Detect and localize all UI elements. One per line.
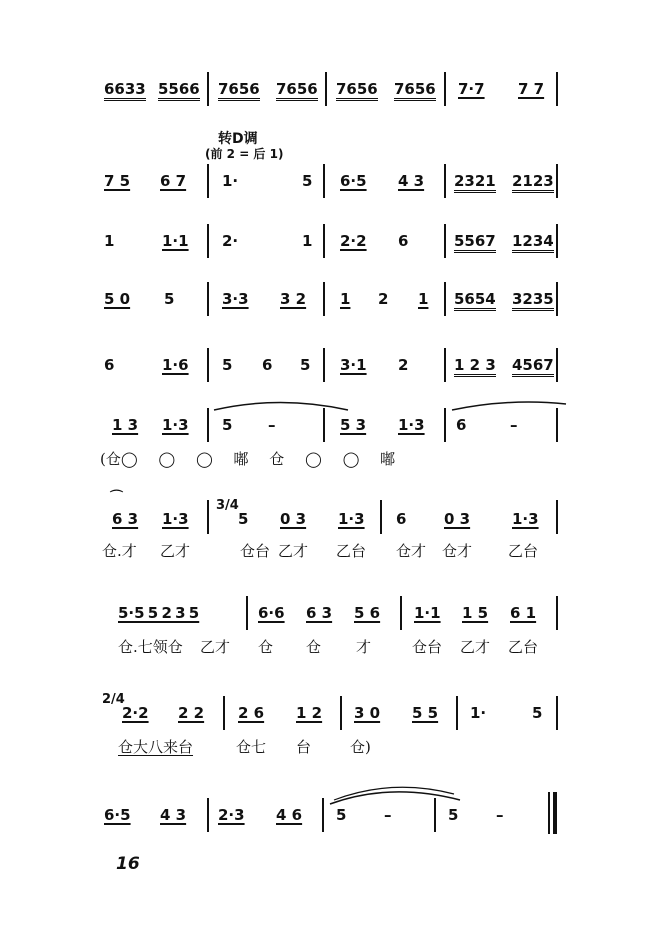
note-group: 4 6 — [276, 806, 303, 824]
note-group: 6 — [104, 356, 115, 374]
lyric: 仓七 — [236, 738, 267, 756]
note-group: 7656 — [276, 82, 318, 101]
note-group: 1 — [418, 290, 429, 308]
note-group: 2123 — [512, 174, 554, 193]
note-group: 5566 — [158, 82, 200, 101]
note-group: 5 0 — [104, 290, 131, 308]
time-signature: 2/4 — [102, 692, 125, 707]
note-group: – — [268, 416, 276, 434]
note-group: 1 — [340, 290, 351, 308]
note-group: 0 3 — [444, 510, 471, 528]
lyric: 乙才 — [160, 542, 191, 560]
note-group: 5 — [300, 356, 311, 374]
note-group: 6 — [262, 356, 273, 374]
note-group: 2321 — [454, 174, 496, 193]
note-group: 1· — [222, 172, 239, 190]
note-group: 5 — [222, 416, 233, 434]
lyric: 仓台 — [240, 542, 271, 560]
note-group: 3 2 — [280, 290, 307, 308]
note-group: – — [496, 806, 504, 824]
note-group: 5 — [238, 510, 249, 528]
note-group: 2·3 — [218, 806, 245, 824]
note-group: 6 — [396, 510, 407, 528]
note-group: 5 5 — [412, 704, 439, 722]
lyric: 乙才 — [278, 542, 309, 560]
lyric: 仓 — [258, 638, 274, 656]
note-group: 4 3 — [160, 806, 187, 824]
slur-arc — [214, 403, 348, 411]
note-group: 1 — [104, 232, 115, 250]
note-group: 2· — [222, 232, 239, 250]
lyric: 乙台 — [508, 638, 539, 656]
slur-arc — [330, 792, 460, 804]
note-group: – — [384, 806, 392, 824]
note-group: 6·6 — [258, 604, 285, 622]
lyric: 仓 — [306, 638, 322, 656]
note-group: 7 5 — [104, 172, 131, 190]
note-group: 5567 — [454, 234, 496, 253]
note-group: 2 — [378, 290, 389, 308]
lyric: 仓才 — [442, 542, 473, 560]
lyric: 仓大八来台 — [118, 738, 194, 756]
note-group: 1 2 3 — [454, 358, 496, 377]
lyric: 乙台 — [336, 542, 367, 560]
note-group: 1 2 — [296, 704, 323, 722]
note-group: 5654 — [454, 292, 496, 311]
note-group: 2 2 — [178, 704, 205, 722]
note-group: 5 6 — [354, 604, 381, 622]
lyric: 仓台 — [412, 638, 443, 656]
note-group: 6 3 — [112, 510, 139, 528]
note-group: 1 5 — [462, 604, 489, 622]
note-group: 1·3 — [398, 416, 425, 434]
note-group: 1·3 — [512, 510, 539, 528]
lyric: 仓.七领仓 — [118, 638, 183, 656]
note-group: 3·1 — [340, 356, 367, 374]
note-group: 2 6 — [238, 704, 265, 722]
note-group: 1·3 — [162, 416, 189, 434]
note-group: 5·5 5 2 3 5 — [118, 604, 200, 622]
note-group: 6 1 — [510, 604, 537, 622]
slur-arc — [452, 402, 566, 410]
note-group: 7·7 — [458, 80, 485, 98]
note-group: 0 3 — [280, 510, 307, 528]
note-group: 3 0 — [354, 704, 381, 722]
grace-mark: ⌒ — [110, 490, 124, 505]
lyric: 乙才 — [460, 638, 491, 656]
note-group: – — [510, 416, 518, 434]
note-group: 1·1 — [162, 232, 189, 250]
note-group: 1 — [302, 232, 313, 250]
note-group: 6·5 — [340, 172, 367, 190]
note-group: 1·6 — [162, 356, 189, 374]
note-group: 6 — [456, 416, 467, 434]
note-group: 7 7 — [518, 80, 545, 98]
page-number: 16 — [116, 854, 140, 874]
note-group: 7656 — [218, 82, 260, 101]
note-group: 5 — [302, 172, 313, 190]
note-group: 6·5 — [104, 806, 131, 824]
note-group: 1·3 — [338, 510, 365, 528]
note-group: 1·3 — [162, 510, 189, 528]
lyric: 仓才 — [396, 542, 427, 560]
note-group: 1·1 — [414, 604, 441, 622]
note-group: 5 — [532, 704, 543, 722]
key-change-title: 转D调 — [218, 131, 258, 147]
note-group: 5 — [448, 806, 459, 824]
lyric: 乙才 — [200, 638, 231, 656]
lyric: 台 — [296, 738, 312, 756]
note-group: 6 — [398, 232, 409, 250]
key-change-note: (前 2 = 后 1) — [205, 147, 284, 161]
lyric: 才 — [356, 638, 372, 656]
note-group: 5 — [222, 356, 233, 374]
note-group: 2 — [398, 356, 409, 374]
lyric: 仓) — [350, 738, 371, 756]
note-group: 1 3 — [112, 416, 139, 434]
percussion-lyric: (仓◯ ◯ ◯ 嘟 仓 ◯ ◯ 嘟 — [100, 450, 396, 468]
note-group: 2·2 — [340, 232, 367, 250]
lyric: 乙台 — [508, 542, 539, 560]
time-signature: 3/4 — [216, 498, 239, 513]
note-group: 3·3 — [222, 290, 249, 308]
note-group: 6 3 — [306, 604, 333, 622]
note-group: 2·2 — [122, 704, 149, 722]
lyric: 仓.才 — [102, 542, 137, 560]
note-group: 4567 — [512, 358, 554, 377]
note-group: 6633 — [104, 82, 146, 101]
note-group: 1· — [470, 704, 487, 722]
note-group: 5 3 — [340, 416, 367, 434]
note-group: 5 — [164, 290, 175, 308]
note-group: 3235 — [512, 292, 554, 311]
note-group: 6 7 — [160, 172, 187, 190]
note-group: 7656 — [336, 82, 378, 101]
note-group: 5 — [336, 806, 347, 824]
note-group: 4 3 — [398, 172, 425, 190]
note-group: 7656 — [394, 82, 436, 101]
note-group: 1234 — [512, 234, 554, 253]
